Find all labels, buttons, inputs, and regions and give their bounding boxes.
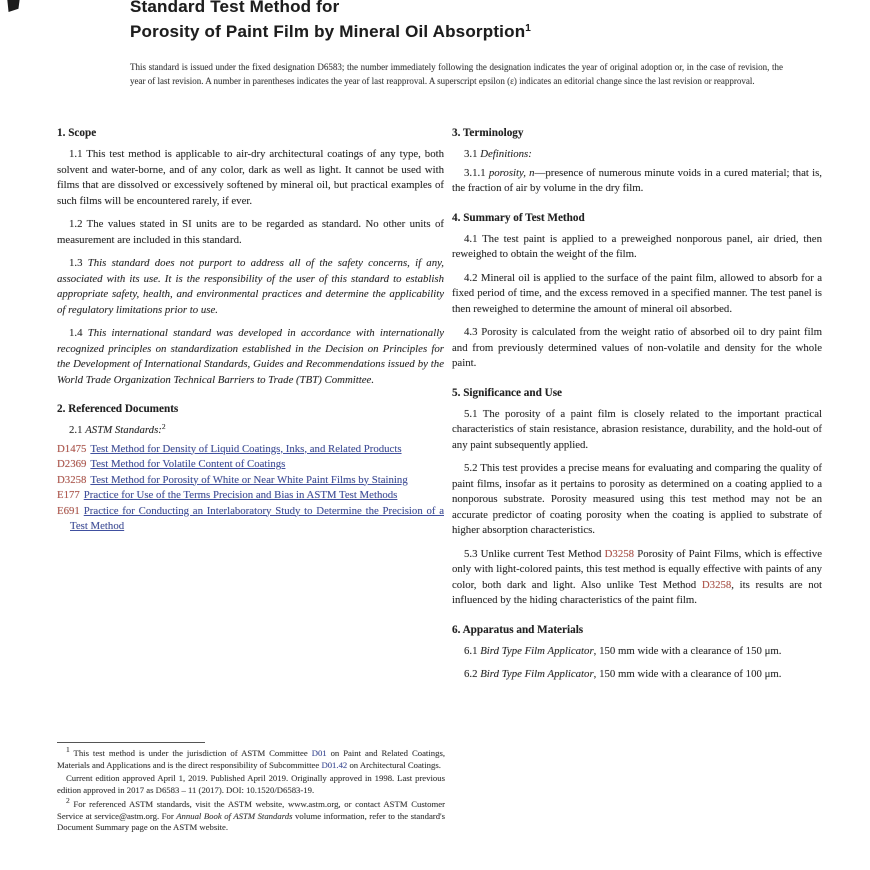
ref-designation-link[interactable]: E691: [57, 504, 80, 517]
para-5-3-text: Porosity of Paint Films, which is effective only with light-colored paints, this test method is equally effective with paints of any color, both dark and light. Also unlike Test Method: [452, 547, 822, 591]
footnote-1: [57, 745, 446, 771]
footnote-1-marker: 1: [66, 745, 70, 754]
para-5-1: 5.1 The porosity of a paint film is closely related to the important practical characteristics of stain resistance, abrasion resistance, durability, and the hold-out of any paint subsequently applied.: [452, 407, 822, 451]
reference-item: [57, 442, 444, 458]
ref-title-link[interactable]: Practice for Use of the Terms Precision and Bias in ASTM Test Methods: [83, 489, 398, 501]
para-number: 3.1: [464, 148, 481, 160]
referenced-standards-list: [57, 442, 444, 535]
reference-item: [57, 488, 444, 504]
subcommittee-link[interactable]: D01.42: [321, 759, 348, 770]
section-heading-terminology: 3. Terminology: [452, 127, 524, 139]
footnote-2-text: volume information, refer to the standard's Document Summary page on the ASTM website.: [57, 810, 445, 833]
para-3-1-1-text: —presence of numerous minute voids in a cured material; that is, the fraction of air by volume in the dry film.: [452, 166, 822, 194]
para-3-1-1: [452, 166, 822, 197]
reference-item: [57, 457, 444, 473]
para-3-1: [452, 147, 822, 163]
logo-fragment: [7, 0, 20, 12]
footnote-1-text: This test method is under the jurisdiction of ASTM Committee: [69, 748, 312, 758]
para-4-2: 4.2 Mineral oil is applied to the surface of the paint film, allowed to absorb for a fixed period of time, and the excess removed in a specified manner. The test panel is then reweighed to determine the amount of mineral oil absorbed.: [452, 271, 822, 315]
title-text: Porosity of Paint Film by Mineral Oil Absorption: [130, 21, 526, 41]
para-1-2: 1.2 The values stated in SI units are to be regarded as standard. No other units of measurement are included in this standard.: [57, 218, 444, 246]
standard-disclaimer: This standard is issued under the fixed designation D6583; the number immediately following the designation indicates the year of original adoption or, in the case of revision, the year of last revision. A number in parentheses indicates the year of last reapproval. A superscript epsilon (ε) indicates an editorial change since the last revision or reapproval.: [130, 62, 783, 86]
para-1-4-text: This international standard was developed in accordance with internationally recognized principles on standardization established in the Decision on Principles for the Development of International Standards, Guides and Recommendations issued by the World Trade Organization Technical Barriers to Trade (TBT) Committee.: [57, 327, 444, 386]
para-5-3: [452, 547, 822, 609]
ref-designation-link[interactable]: E177: [57, 489, 80, 501]
para-5-3-text: 5.3 Unlike current Test Method: [464, 547, 605, 560]
para-6-1-text: , 150 mm wide with a clearance of 150 μm.: [593, 644, 782, 657]
para-number: 3.1.1: [464, 166, 489, 179]
committee-link[interactable]: D01: [311, 748, 327, 758]
para-number: 6.1: [464, 644, 481, 657]
para-6-2: [452, 667, 822, 683]
section-heading-apparatus: 6. Apparatus and Materials: [452, 623, 584, 636]
section-heading-referenced-documents: 2. Referenced Documents: [57, 403, 179, 415]
footnote-2: [57, 795, 445, 834]
section-heading-summary: 4. Summary of Test Method: [452, 211, 585, 224]
definitions-label: Definitions:: [480, 148, 532, 160]
footnote-2-marker: 2: [66, 795, 70, 805]
para-1-3-text: This standard does not purport to address all of the safety concerns, if any, associated with its use. It is the responsibility of the user of this standard to establish appropriate safety, health, and environmental practices and determine the applicability of regulatory limitations prior to use.: [57, 257, 444, 316]
para-number: 1.3: [69, 257, 88, 269]
footnotes-block: [57, 742, 445, 836]
footnote-1-text: on Architectural Coatings.: [347, 759, 441, 770]
title-footnote-marker: 1: [525, 22, 532, 34]
apparatus-name: Bird Type Film Applicator: [480, 644, 594, 657]
d3258-link[interactable]: D3258: [604, 547, 635, 560]
ref-title-link[interactable]: Test Method for Porosity of White or Near White Paint Films by Staining: [90, 473, 408, 486]
ref-designation-link[interactable]: D2369: [57, 458, 87, 470]
right-column: [452, 126, 822, 691]
para-5-2: 5.2 This test provides a precise means for evaluating and comparing the quality of paint films, insofar as it pertains to porosity as determined on a coating applied to a nonporous substrate. Porosity measured using this test method may not be an accurate predictor of coating porosity when the coating is applied to substrate of higher absorption characteristics.: [452, 462, 822, 536]
para-1-4: [57, 326, 444, 388]
title-line-1: Standard Test Method for: [130, 0, 340, 16]
footnote-2-text: For referenced ASTM standards, visit the ASTM website, www.astm.org, or contact ASTM Customer Service at service@astm.org. For: [57, 798, 445, 821]
term-porosity: porosity, n: [488, 166, 535, 179]
para-number: 1.4: [69, 327, 88, 339]
footnote-1-text: on Paint and Related Coatings, Materials and Applications and is the direct responsibility of Subcommittee: [57, 748, 446, 770]
reference-item: [57, 504, 444, 535]
para-number: 2.1: [69, 424, 86, 436]
ref-title-link[interactable]: Test Method for Volatile Content of Coatings: [90, 458, 286, 470]
section-heading-scope: 1. Scope: [57, 127, 97, 139]
title-line-2: [130, 18, 790, 43]
footnote-separator: [57, 742, 205, 743]
apparatus-name: Bird Type Film Applicator: [480, 668, 594, 680]
ref-title-link[interactable]: Test Method for Density of Liquid Coatings, Inks, and Related Products: [90, 442, 402, 455]
para-4-1: 4.1 The test paint is applied to a preweighed nonporous panel, air dried, then reweighed to obtain the weight of the film.: [452, 232, 822, 260]
para-6-2-text: , 150 mm wide with a clearance of 100 μm.: [593, 668, 782, 680]
para-number: 6.2: [464, 668, 481, 680]
para-1-3: [57, 256, 444, 318]
annual-book-title: Annual Book of ASTM Standards: [176, 810, 293, 821]
left-column: [57, 126, 444, 535]
ref-designation-link[interactable]: D1475: [57, 442, 87, 455]
para-4-3: 4.3 Porosity is calculated from the weight ratio of absorbed oil to dry paint film and from previously determined values of non-volatile and density for the whole paint.: [452, 326, 822, 369]
ref-designation-link[interactable]: D3258: [57, 473, 87, 486]
footnote-2-marker: 2: [161, 422, 166, 431]
reference-item: [57, 473, 444, 489]
ref-title-link[interactable]: Practice for Conducting an Interlaboratory Study to Determine the Precision of a Test Method: [70, 504, 444, 532]
title-block: [130, 0, 790, 42]
section-heading-significance: 5. Significance and Use: [452, 386, 563, 399]
d3258-link[interactable]: D3258: [701, 578, 732, 591]
footnote-edition-history: Current edition approved April 1, 2019. Published April 2019. Originally approved in 1998. Last previous edition approved in 2017 as D6583 – 11 (2017). DOI: 10.1520/D6583-19.: [57, 773, 445, 796]
para-1-1: 1.1 This test method is applicable to air-dry architectural coatings of any type, both solvent and water-borne, and of any color, dark as well as light. It cannot be used with films that are dissolved or excessively softened by mineral oil, but practical examples of such films will be encountered rarely, if ever.: [57, 148, 444, 207]
para-5-3-text: , its results are not influenced by the hiding characteristics of the paint film.: [452, 578, 822, 606]
para-6-1: [452, 644, 822, 660]
astm-standards-label: ASTM Standards:: [85, 424, 162, 436]
para-2-1: [57, 423, 444, 439]
